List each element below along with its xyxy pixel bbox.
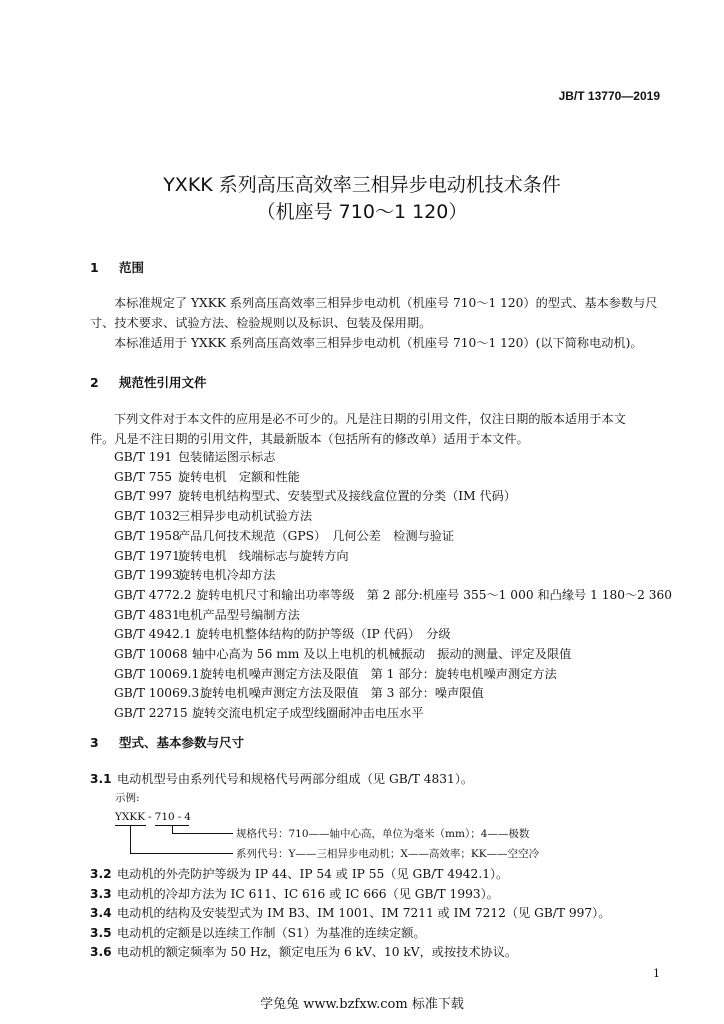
document-title-line1: YXKK 系列高压高效率三相异步电动机技术条件 (163, 174, 561, 196)
page-number: 1 (653, 967, 660, 980)
reference-code: GB/T 1958 (114, 528, 180, 543)
series-bracket-stem (130, 825, 131, 854)
reference-title: 旋转电机整体结构的防护等级（IP 代码） 分级 (196, 627, 451, 642)
reference-code: GB/T 22715 (114, 706, 188, 721)
spec-bracket-leader (172, 833, 233, 834)
subclause-number: 3.4 (90, 906, 112, 920)
subclause-text: 电动机的冷却方法为 IC 611、IC 616 或 IC 666（见 GB/T 1993）。 (117, 886, 499, 901)
reference-code: GB/T 4942.1 (114, 627, 192, 642)
model-dash: - (148, 811, 152, 823)
subclause-item (90, 865, 508, 882)
reference-title: 旋转电机噪声测定方法及限值 第 1 部分：旋转电机噪声测定方法 (200, 666, 557, 681)
reference-title: 旋转电机 定额和性能 (178, 469, 300, 484)
reference-title: 三相异步电动机试验方法 (178, 509, 313, 524)
reference-code: GB/T 1971 (114, 548, 180, 563)
reference-code: GB/T 1032 (114, 509, 180, 524)
standard-number: JB/T 13770—2019 (558, 89, 660, 103)
reference-item (114, 586, 672, 603)
subclause-item (90, 885, 499, 902)
reference-item (114, 645, 571, 662)
subclause-number: 3.5 (90, 925, 112, 940)
series-bracket-leader (130, 853, 233, 854)
reference-code: GB/T 1993 (114, 568, 180, 583)
section-2-heading (90, 373, 207, 391)
subclause-text: 电动机的定额是以连续工作制（S1）为基准的连续定额。 (117, 925, 426, 940)
reference-title: 旋转电机冷却方法 (178, 568, 276, 583)
reference-item (114, 684, 484, 701)
reference-code: GB/T 4772.2 (114, 587, 192, 602)
reference-item (114, 448, 276, 465)
reference-item (114, 527, 454, 544)
section-1-heading (90, 258, 144, 276)
reference-item (114, 566, 276, 583)
model-frame-code: 710 (154, 811, 175, 823)
reference-code: GB/T 755 (114, 469, 173, 484)
reference-item (114, 665, 557, 682)
s1-para2: 本标准适用于 YXKK 系列高压高效率三相异步电动机（机座号 710～1 120）(以下简称电动机)。 (114, 336, 643, 350)
document-title-line2: （机座号 710～1 120） (256, 201, 468, 223)
reference-title: 产品几何技术规范（GPS） 几何公差 检测与验证 (178, 528, 455, 543)
section-number: 3 (90, 735, 99, 750)
subclause-item (90, 924, 426, 941)
callout-series-code: 系列代号：Y——三相异步电动机；X——高效率；KK——空空冷 (236, 848, 540, 860)
section-title: 范围 (119, 260, 145, 275)
subclause-text: 电动机的结构及安装型式为 IM B3、IM 1001、IM 7211 或 IM 7212（见 GB/T 997）。 (117, 906, 611, 920)
subclause-number: 3.6 (90, 945, 112, 959)
reference-title: 电机产品型号编制方法 (178, 607, 300, 622)
reference-code: GB/T 191 (114, 450, 173, 464)
section-3-heading (90, 733, 244, 751)
model-designation (115, 811, 191, 823)
reference-code: GB/T 10069.1 (114, 666, 200, 681)
reference-item (114, 507, 312, 524)
callout-spec-code: 规格代号：710——轴中心高，单位为毫米（mm）；4——极数 (236, 828, 530, 840)
reference-item (114, 547, 349, 564)
reference-code: GB/T 10068 (114, 647, 188, 661)
subclause-item (90, 943, 517, 960)
model-poles-code: 4 (184, 811, 191, 823)
s2-para-line1: 下列文件对于本文件的应用是必不可少的。凡是注日期的引用文件，仅注日期的版本适用于本文 (114, 412, 626, 426)
s2-para-line2: 件。凡是不注日期的引用文件，其最新版本（包括所有的修改单）适用于本文件。 (90, 432, 529, 446)
reference-title: 旋转电机结构型式、安装型式及接线盒位置的分类（IM 代码） (178, 489, 517, 504)
section-number: 2 (90, 375, 99, 390)
model-dash: - (177, 811, 182, 823)
model-series-code: YXKK (115, 811, 146, 823)
subclause-number: 3.1 (90, 772, 112, 786)
reference-title: 旋转电机尺寸和输出功率等级 第 2 部分:机座号 355～1 000 和凸缘号 1 180～2 360 (196, 587, 673, 602)
reference-item (114, 606, 300, 623)
subclause-text: 电动机型号由系列代号和规格代号两部分组成（见 GB/T 4831）。 (117, 772, 474, 786)
section-title: 规范性引用文件 (119, 375, 207, 390)
reference-item (114, 487, 516, 504)
reference-title: 旋转电机噪声测定方法及限值 第 3 部分：噪声限值 (200, 686, 484, 701)
reference-code: GB/T 4831 (114, 607, 180, 622)
reference-code: GB/T 10069.3 (114, 686, 200, 701)
footer-watermark: 学兔兔 www.bzfxw.com 标准下载 (260, 997, 464, 1012)
subclause-number: 3.2 (90, 867, 112, 881)
section-number: 1 (90, 260, 99, 275)
reference-title: 包装储运图示标志 (178, 450, 276, 464)
reference-item (114, 704, 424, 721)
reference-item (114, 468, 300, 485)
reference-code: GB/T 997 (114, 489, 173, 504)
section-title: 型式、基本参数与尺寸 (119, 735, 245, 750)
subclause-text: 电动机的额定频率为 50 Hz，额定电压为 6 kV、10 kV，或按技术协议。 (117, 945, 518, 959)
s1-para1-line2: 寸、技术要求、试验方法、检验规则以及标识、包装及保用期。 (90, 316, 432, 330)
example-label: 示例: (115, 792, 140, 804)
reference-item (114, 625, 451, 642)
subclause-3-1 (90, 770, 473, 787)
reference-title: 旋转电机 线端标志与旋转方向 (178, 548, 349, 563)
reference-title: 旋转交流电机定子成型线圈耐冲击电压水平 (192, 706, 424, 721)
s1-para1-line1: 本标准规定了 YXKK 系列高压高效率三相异步电动机（机座号 710～1 120）的型式、基本参数与尺 (114, 296, 658, 310)
subclause-number: 3.3 (90, 886, 112, 901)
subclause-item (90, 904, 610, 921)
subclause-text: 电动机的外壳防护等级为 IP 44、IP 54 或 IP 55（见 GB/T 4942.1）。 (117, 867, 509, 881)
reference-title: 轴中心高为 56 mm 及以上电机的机械振动 振动的测量、评定及限值 (192, 647, 572, 661)
